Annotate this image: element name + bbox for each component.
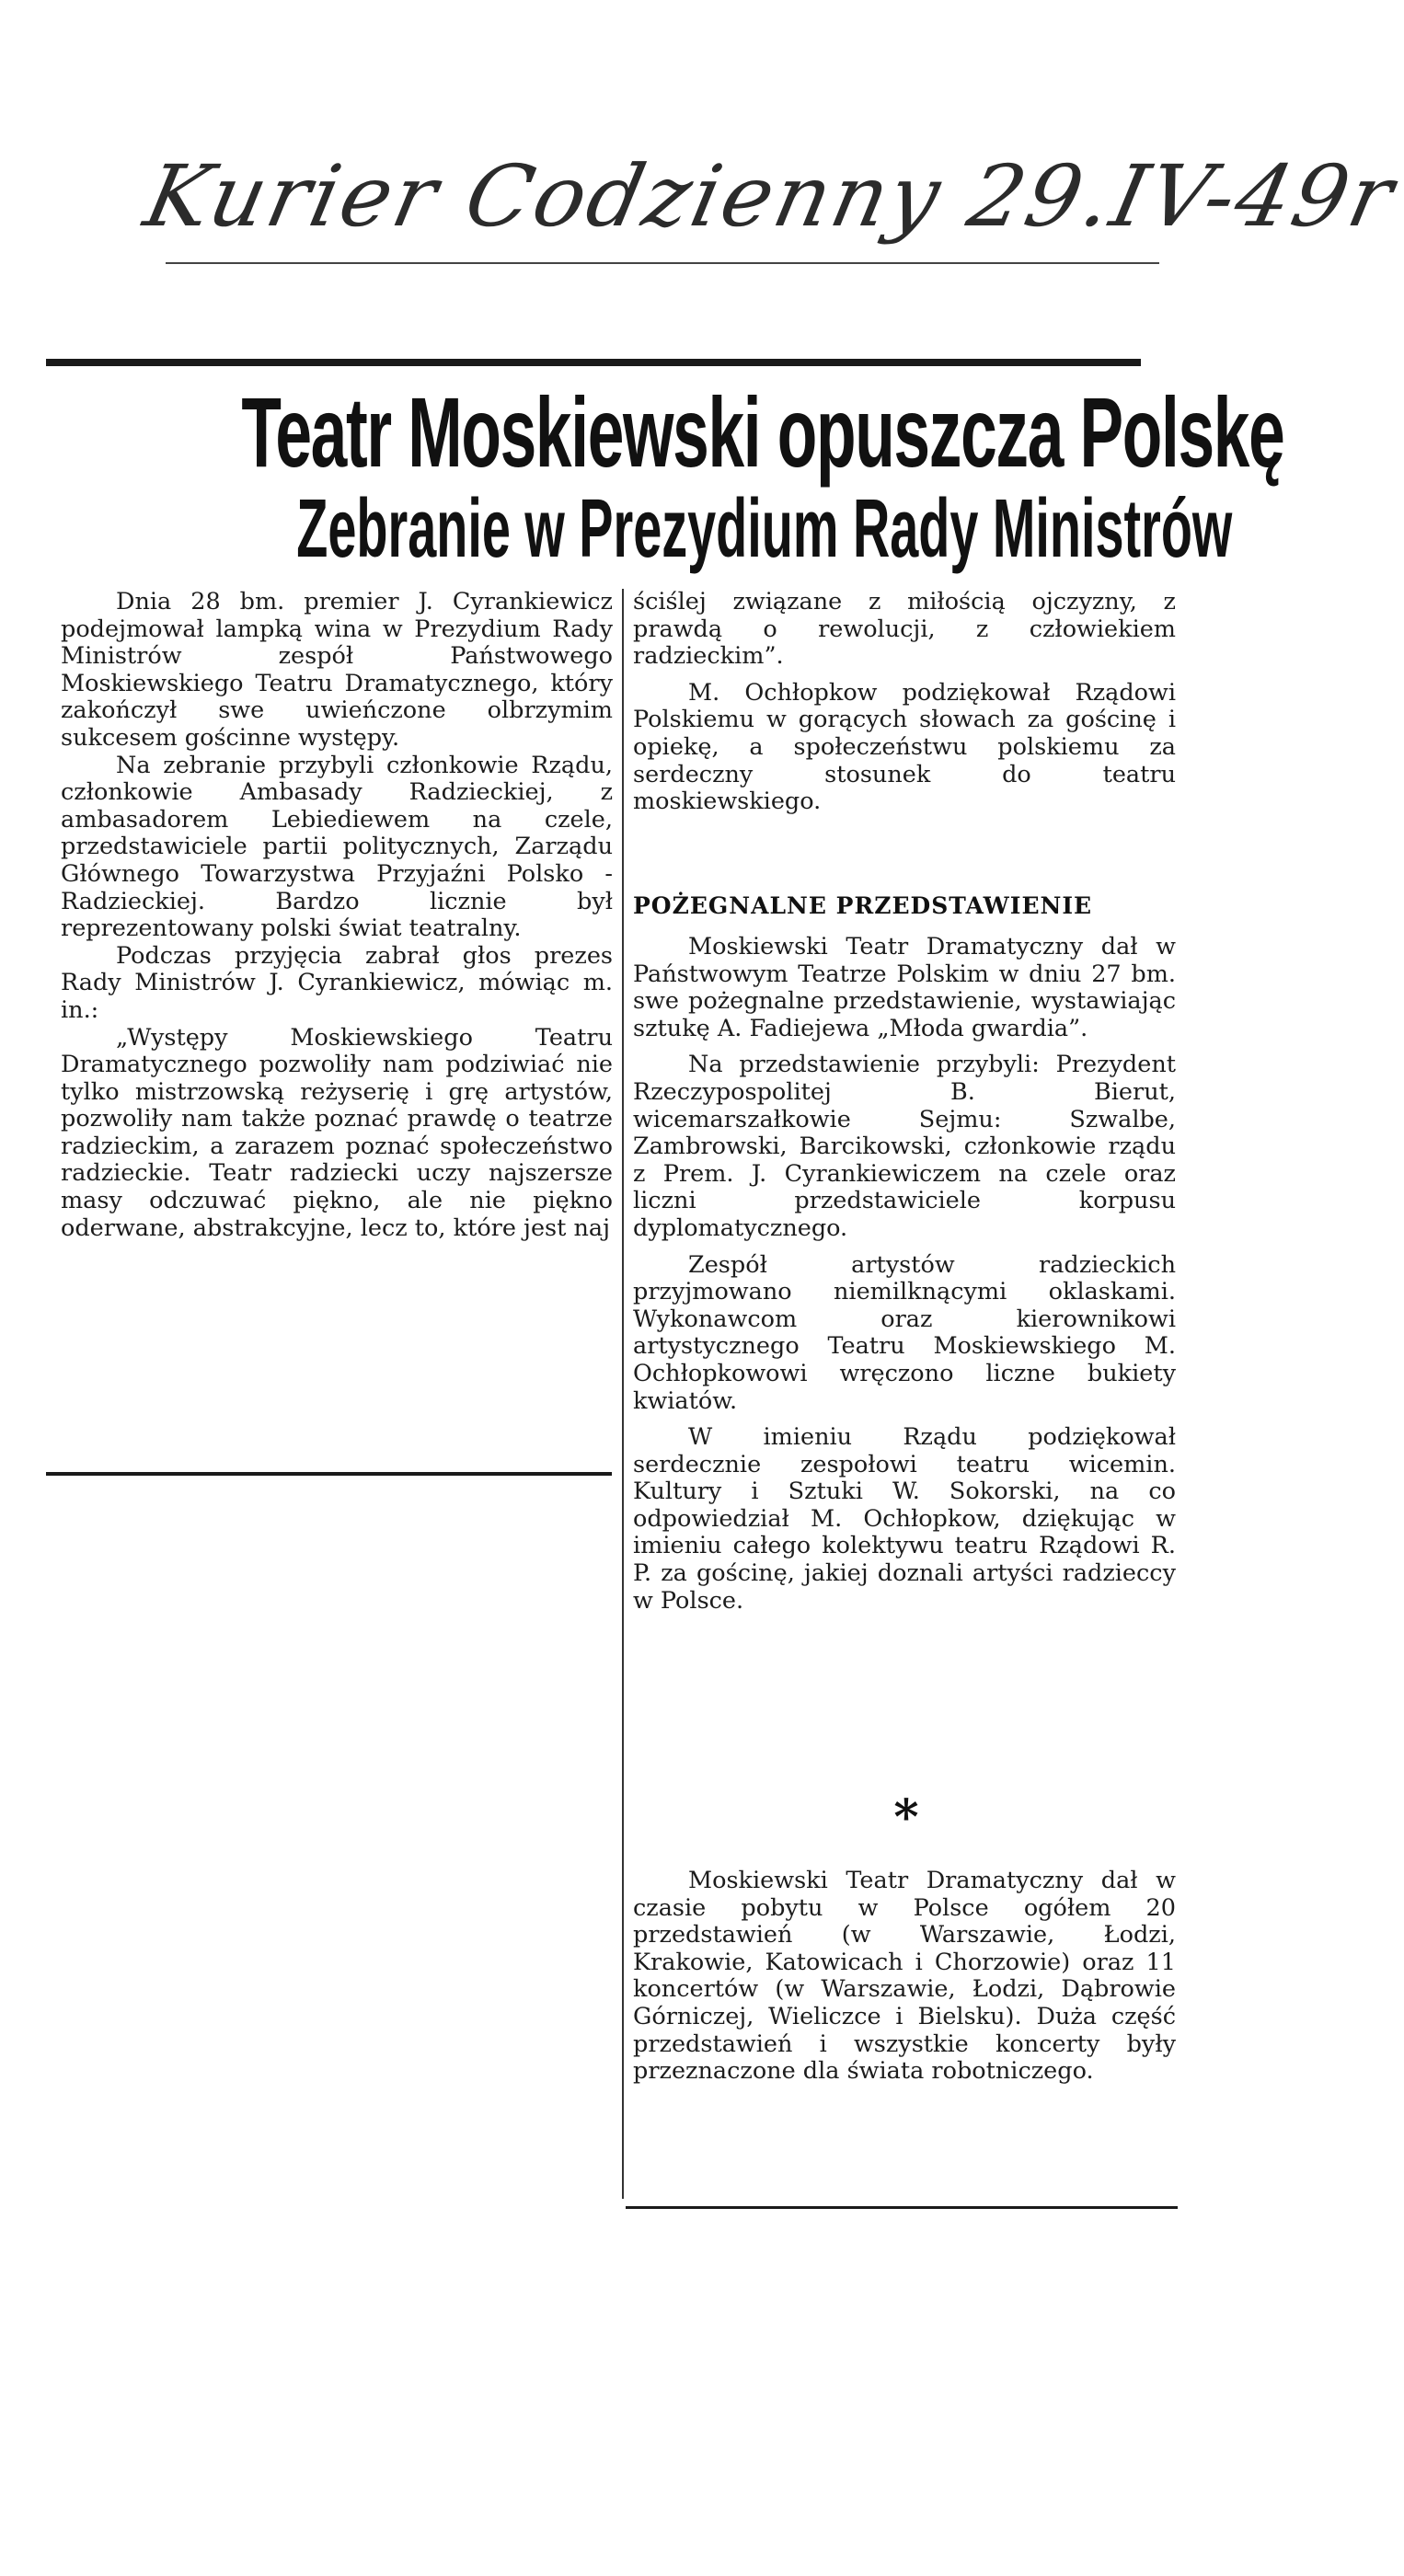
- paragraph: „Występy Moskiewskiego Teatru Dramatycznego pozwoliły nam podziwiać nie tylko mistrzowską reżyserię i grę artystów, pozwoliły nam także poznać prawdę o teatrze radzieckim, a zarazem poznać społeczeństwo radzieckie. Teatr radziecki uczy najszersze masy odczuwać piękno, ale nie piękno oderwane, abstrakcyjne, lecz to, które jest naj: [61, 1023, 613, 1242]
- section-heading: POŻEGNALNE PRZEDSTAWIENIE: [633, 892, 1093, 919]
- handwritten-source-note: Kurier Codzienny 29.IV-49r: [136, 147, 1404, 246]
- paragraph: Dnia 28 bm. premier J. Cyrankiewicz podejmował lampką wina w Prezydium Rady Ministrów zespół Państwowego Moskiewskiego Teatru Dramatycznego, który zakończył swe uwieńczone olbrzymim sukcesem gościnne występy.: [61, 588, 613, 752]
- subheadline: Zebranie w Prezydium Rady Ministrów: [296, 483, 1233, 575]
- paragraph: Moskiewski Teatr Dramatyczny dał w czasie pobytu w Polsce ogółem 20 przedstawień (w Warszawie, Łodzi, Krakowie, Katowicach i Chorzowie) oraz 11 koncertów (w Warszawie, Łodzi, Dąbrowie Górniczej, Wieliczce i Bielsku). Duża część przedstawień i wszystkie koncerty były przeznaczone dla świata robotniczego.: [633, 1867, 1176, 2086]
- headline: Teatr Moskiewski opuszcza Polskę: [241, 376, 1284, 488]
- paragraph: M. Ochłopkow podziękował Rządowi Polskiemu w gorących słowach za gościnę i opiekę, a społeczeństwu polskiemu za serdeczny stosunek do teatru moskiewskiego.: [633, 678, 1176, 816]
- paragraph: W imieniu Rządu podziękował serdecznie zespołowi teatru wicemin. Kultury i Sztuki W. Sokorski, na co odpowiedział M. Ochłopkow, dziękując w imieniu całego kolektywu teatru Rządowi R. P. za gościnę, jakiej doznali artyści radzieccy w Polsce.: [633, 1423, 1176, 1615]
- paragraph: Na przedstawienie przybyli: Prezydent Rzeczypospolitej B. Bierut, wicemarszałkowie Sejmu: Szwalbe, Zambrowski, Barcikowski, członkowie rządu z Prem. J. Cyrankiewiczem na czele oraz liczni przedstawiciele korpusu dyplomatycznego.: [633, 1051, 1176, 1242]
- paragraph: Podczas przyjęcia zabrał głos prezes Rady Ministrów J. Cyrankiewicz, mówiąc m. in.:: [61, 941, 613, 1024]
- right-column-bottom: [633, 1868, 1176, 2086]
- right-bottom-rule: [626, 2206, 1178, 2209]
- right-column-top: [633, 589, 1176, 816]
- paragraph: Moskiewski Teatr Dramatyczny dał w Państwowym Teatrze Polskim w dniu 27 bm. swe pożegnalne przedstawienie, wystawiając sztukę A. Fadiejewa „Młoda gwardia”.: [633, 933, 1176, 1042]
- left-column: [61, 589, 613, 1242]
- paragraph: Zespół artystów radzieckich przyjmowano niemilknącymi oklaskami. Wykonawcom oraz kierownikowi artystycznego Teatru Moskiewskiego M. Ochłopkowowi wręczono liczne bukiety kwiatów.: [633, 1250, 1176, 1415]
- left-bottom-rule: [46, 1472, 612, 1476]
- right-column-middle: [633, 934, 1176, 1615]
- paragraph: ściślej związane z miłością ojczyzny, z prawdą o rewolucji, z człowiekiem radzieckim”.: [633, 588, 1176, 671]
- paragraph: Na zebranie przybyli członkowie Rządu, członkowie Ambasady Radzieckiej, z ambasadorem Lebiediewem na czele, przedstawiciele partii politycznych, Zarządu Głównego Towarzystwa Przyjaźni Polsko - Radzieckiej. Bardzo licznie był reprezentowany polski świat teatralny.: [61, 751, 613, 943]
- top-rule: [46, 359, 1141, 366]
- column-divider: [622, 589, 624, 2199]
- section-separator: *: [893, 1789, 919, 1846]
- handwritten-underline: [166, 262, 1159, 264]
